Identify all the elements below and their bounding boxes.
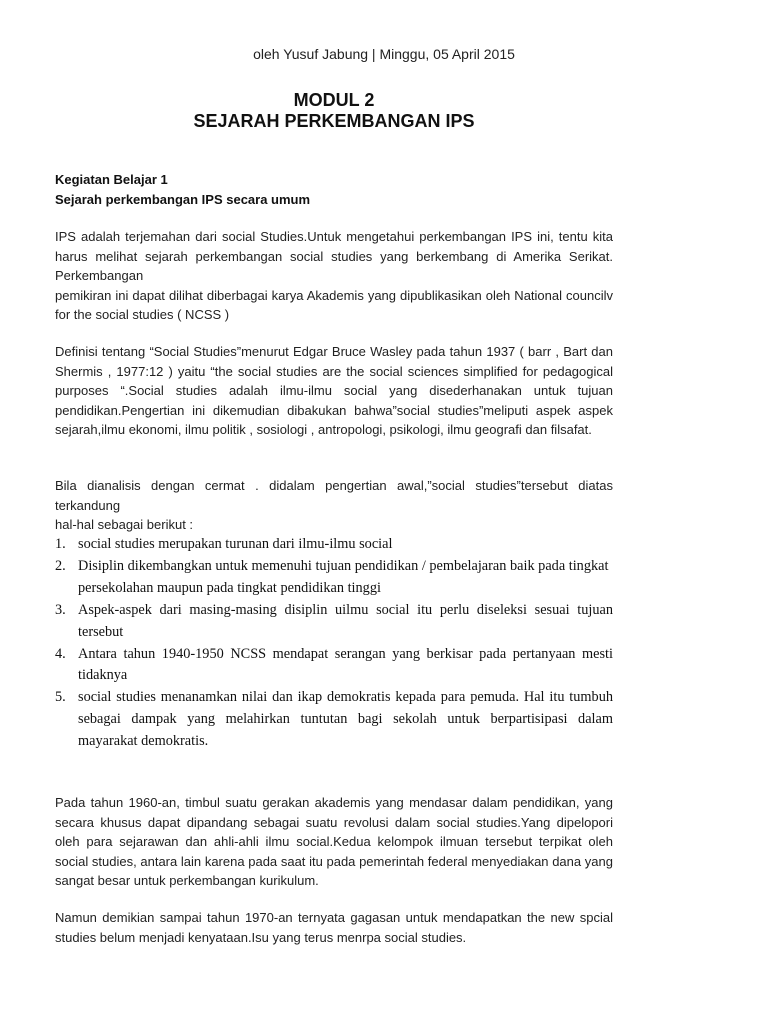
paragraph-1	[55, 227, 613, 325]
byline: oleh Yusuf Jabung | Minggu, 05 April 2015	[253, 46, 515, 62]
list-item-text: social studies menanamkan nilai dan ikap demokratis kepada para pemuda. Hal itu tumbuh sebagai dampak yang melahirkan tuntutan bagi sekolah untuk berpartisipasi dalam mayarakat demokratis.	[78, 689, 613, 750]
section-subtitle: Sejarah perkembangan IPS secara umum	[55, 191, 311, 207]
list-item-number: 4.	[55, 645, 66, 662]
list-item	[55, 600, 613, 644]
paragraph-4: Pada tahun 1960-an, timbul suatu gerakan akademis yang mendasar dalam pendidikan, yang secara khusus dapat dipandang sebagai suatu revolusi dalam social studies.Yang dipelopori oleh para sejarawan dan ahli-ahli ilmu social.Kedua kelompok ilmuan tersebut terpikat oleh social studies, antara lain karena pada saat itu pada pemerintah federal menyediakan dana yang sangat besar untuk perkembangan kurikulum.	[55, 795, 613, 888]
paragraph-3	[55, 476, 613, 535]
list-item-text: Disiplin dikembangkan untuk memenuhi tujuan pendidikan / pembelajaran baik pada tingkat	[78, 557, 609, 574]
list-item-number: 5.	[55, 689, 66, 706]
list-item-number: 3.	[55, 601, 66, 618]
list-item-text: social studies merupakan turunan dari ilmu-ilmu social	[78, 536, 393, 552]
list-item	[55, 534, 613, 556]
list-item	[55, 644, 613, 688]
paragraph-1-part-2: pemikiran ini dapat dilihat diberbagai karya Akademis yang dipublikasikan oleh National councilv for the social studies ( NCSS )	[55, 287, 613, 322]
paragraph-5: Namun demikian sampai tahun 1970-an ternyata gagasan untuk mendapatkan the new spcial studies belum menjadi kenyataan.Isu yang terus menrpa social studies.	[55, 910, 613, 945]
paragraph-3-part-2: hal-hal sebagai berikut :	[55, 517, 194, 532]
numbered-list	[55, 534, 613, 753]
module-title	[0, 90, 668, 132]
kegiatan-heading: Kegiatan Belajar 1	[55, 172, 168, 187]
list-item-number: 2.	[55, 557, 66, 574]
list-item-number: 1.	[55, 536, 66, 552]
paragraph-2: Definisi tentang “Social Studies”menurut Edgar Bruce Wasley pada tahun 1937 ( barr , Bart dan Shermis , 1977:12 ) yaitu “the social studies are the social sciences simplified for pedagogical purposes “.Social studies adalah ilmu-ilmu social yang disederhanakan untuk tujuan pendidikan.Pengertian ini dikemudian dibakukan bahwa”social studies”meliputi aspek aspek sejarah,ilmu ekonomi, ilmu politik , sosiologi , antropologi, psikologi, ilmu geografi dan filsafat.	[55, 344, 613, 437]
paragraph-3-part-1: Bila dianalisis dengan cermat . didalam pengertian awal,”social studies”tersebut diatas terkandung	[55, 478, 613, 513]
list-item-continuation: persekolahan maupun pada tingkat pendidikan tinggi	[78, 579, 381, 596]
list-item-text: Aspek-aspek dari masing-masing disiplin uilmu social itu perlu diseleksi sesuai tujuan tersebut	[78, 601, 613, 640]
section-heading	[55, 170, 613, 209]
paragraph-1-part-1: IPS adalah terjemahan dari social Studies.Untuk mengetahui perkembangan IPS ini, tentu kita harus melihat sejarah perkembangan social studies yang berkembang di Amerika Serikat. Perkembangan	[55, 229, 613, 283]
list-item-text: Antara tahun 1940-1950 NCSS mendapat serangan yang berkisar pada pertanyaan mesti tidaknya	[78, 645, 613, 684]
list-item	[55, 687, 613, 753]
title-line-2: SEJARAH PERKEMBANGAN IPS	[193, 111, 475, 131]
list-item	[55, 556, 613, 578]
title-line-1: MODUL 2	[293, 90, 375, 110]
